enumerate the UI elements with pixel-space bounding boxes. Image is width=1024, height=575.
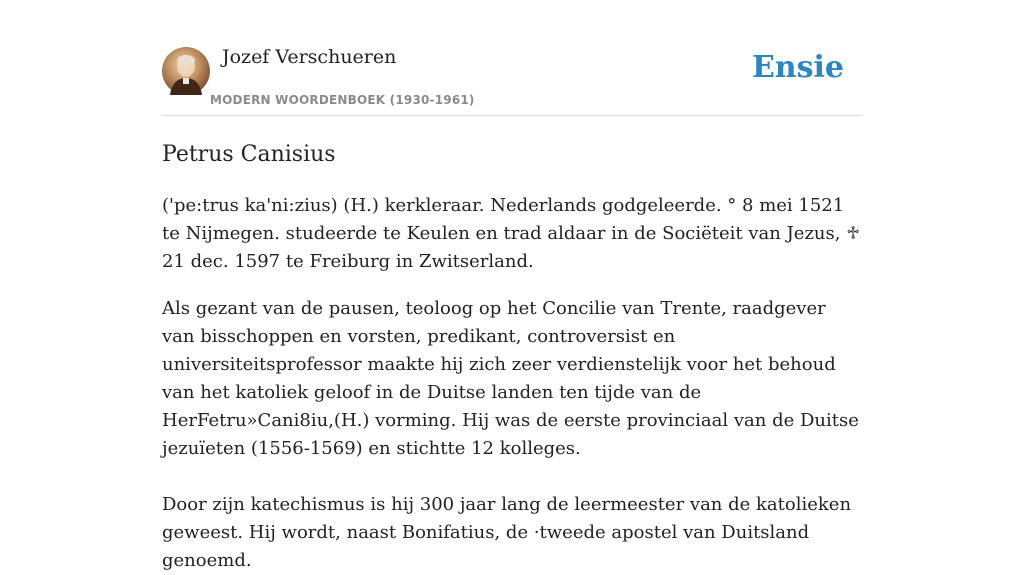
portrait-icon [162,47,210,95]
brand-logo[interactable]: Ensie [751,50,844,85]
author-name[interactable]: Jozef Verschueren [222,46,397,68]
entry-paragraph: Als gezant van de pausen, teoloog op het Concilie van Trente, raadgever van bisschoppen en vorsten, predikant, controversist en universiteitsprofessor maakte hij zich zeer verdienstelijk voor het behoud van het katoliek geloof in de Duitse landen ten tijde van de HerFetru»Cani8iu,(H.) vorming. Hij was de eerste provinciaal van de Duitse jezuïeten (1556-1569) en stichtte 12 kolleges. Door zijn katechismus is hij 300 jaar lang de leermeester van de katolieken geweest. Hij wordt, naast Bonifatius, de ·tweede apostel van Duitsland genoemd. [162,298,859,571]
entry-paragraph: ('pe:trus ka'ni:zius) (H.) kerkleraar. Nederlands godgeleerde. ° 8 mei 1521 te Nijmegen. studeerde te Keulen en trad aldaar in de Sociëteit van Jezus, ♱ 21 dec. 1597 te Freiburg in Zwitserland. [162,195,860,272]
entry-title: Petrus Canisius [162,142,336,167]
author-avatar[interactable] [162,47,210,95]
article-content [162,140,862,575]
source-dictionary[interactable]: MODERN WOORDENBOEK (1930-1961) [210,93,475,107]
entry-header [162,46,862,116]
